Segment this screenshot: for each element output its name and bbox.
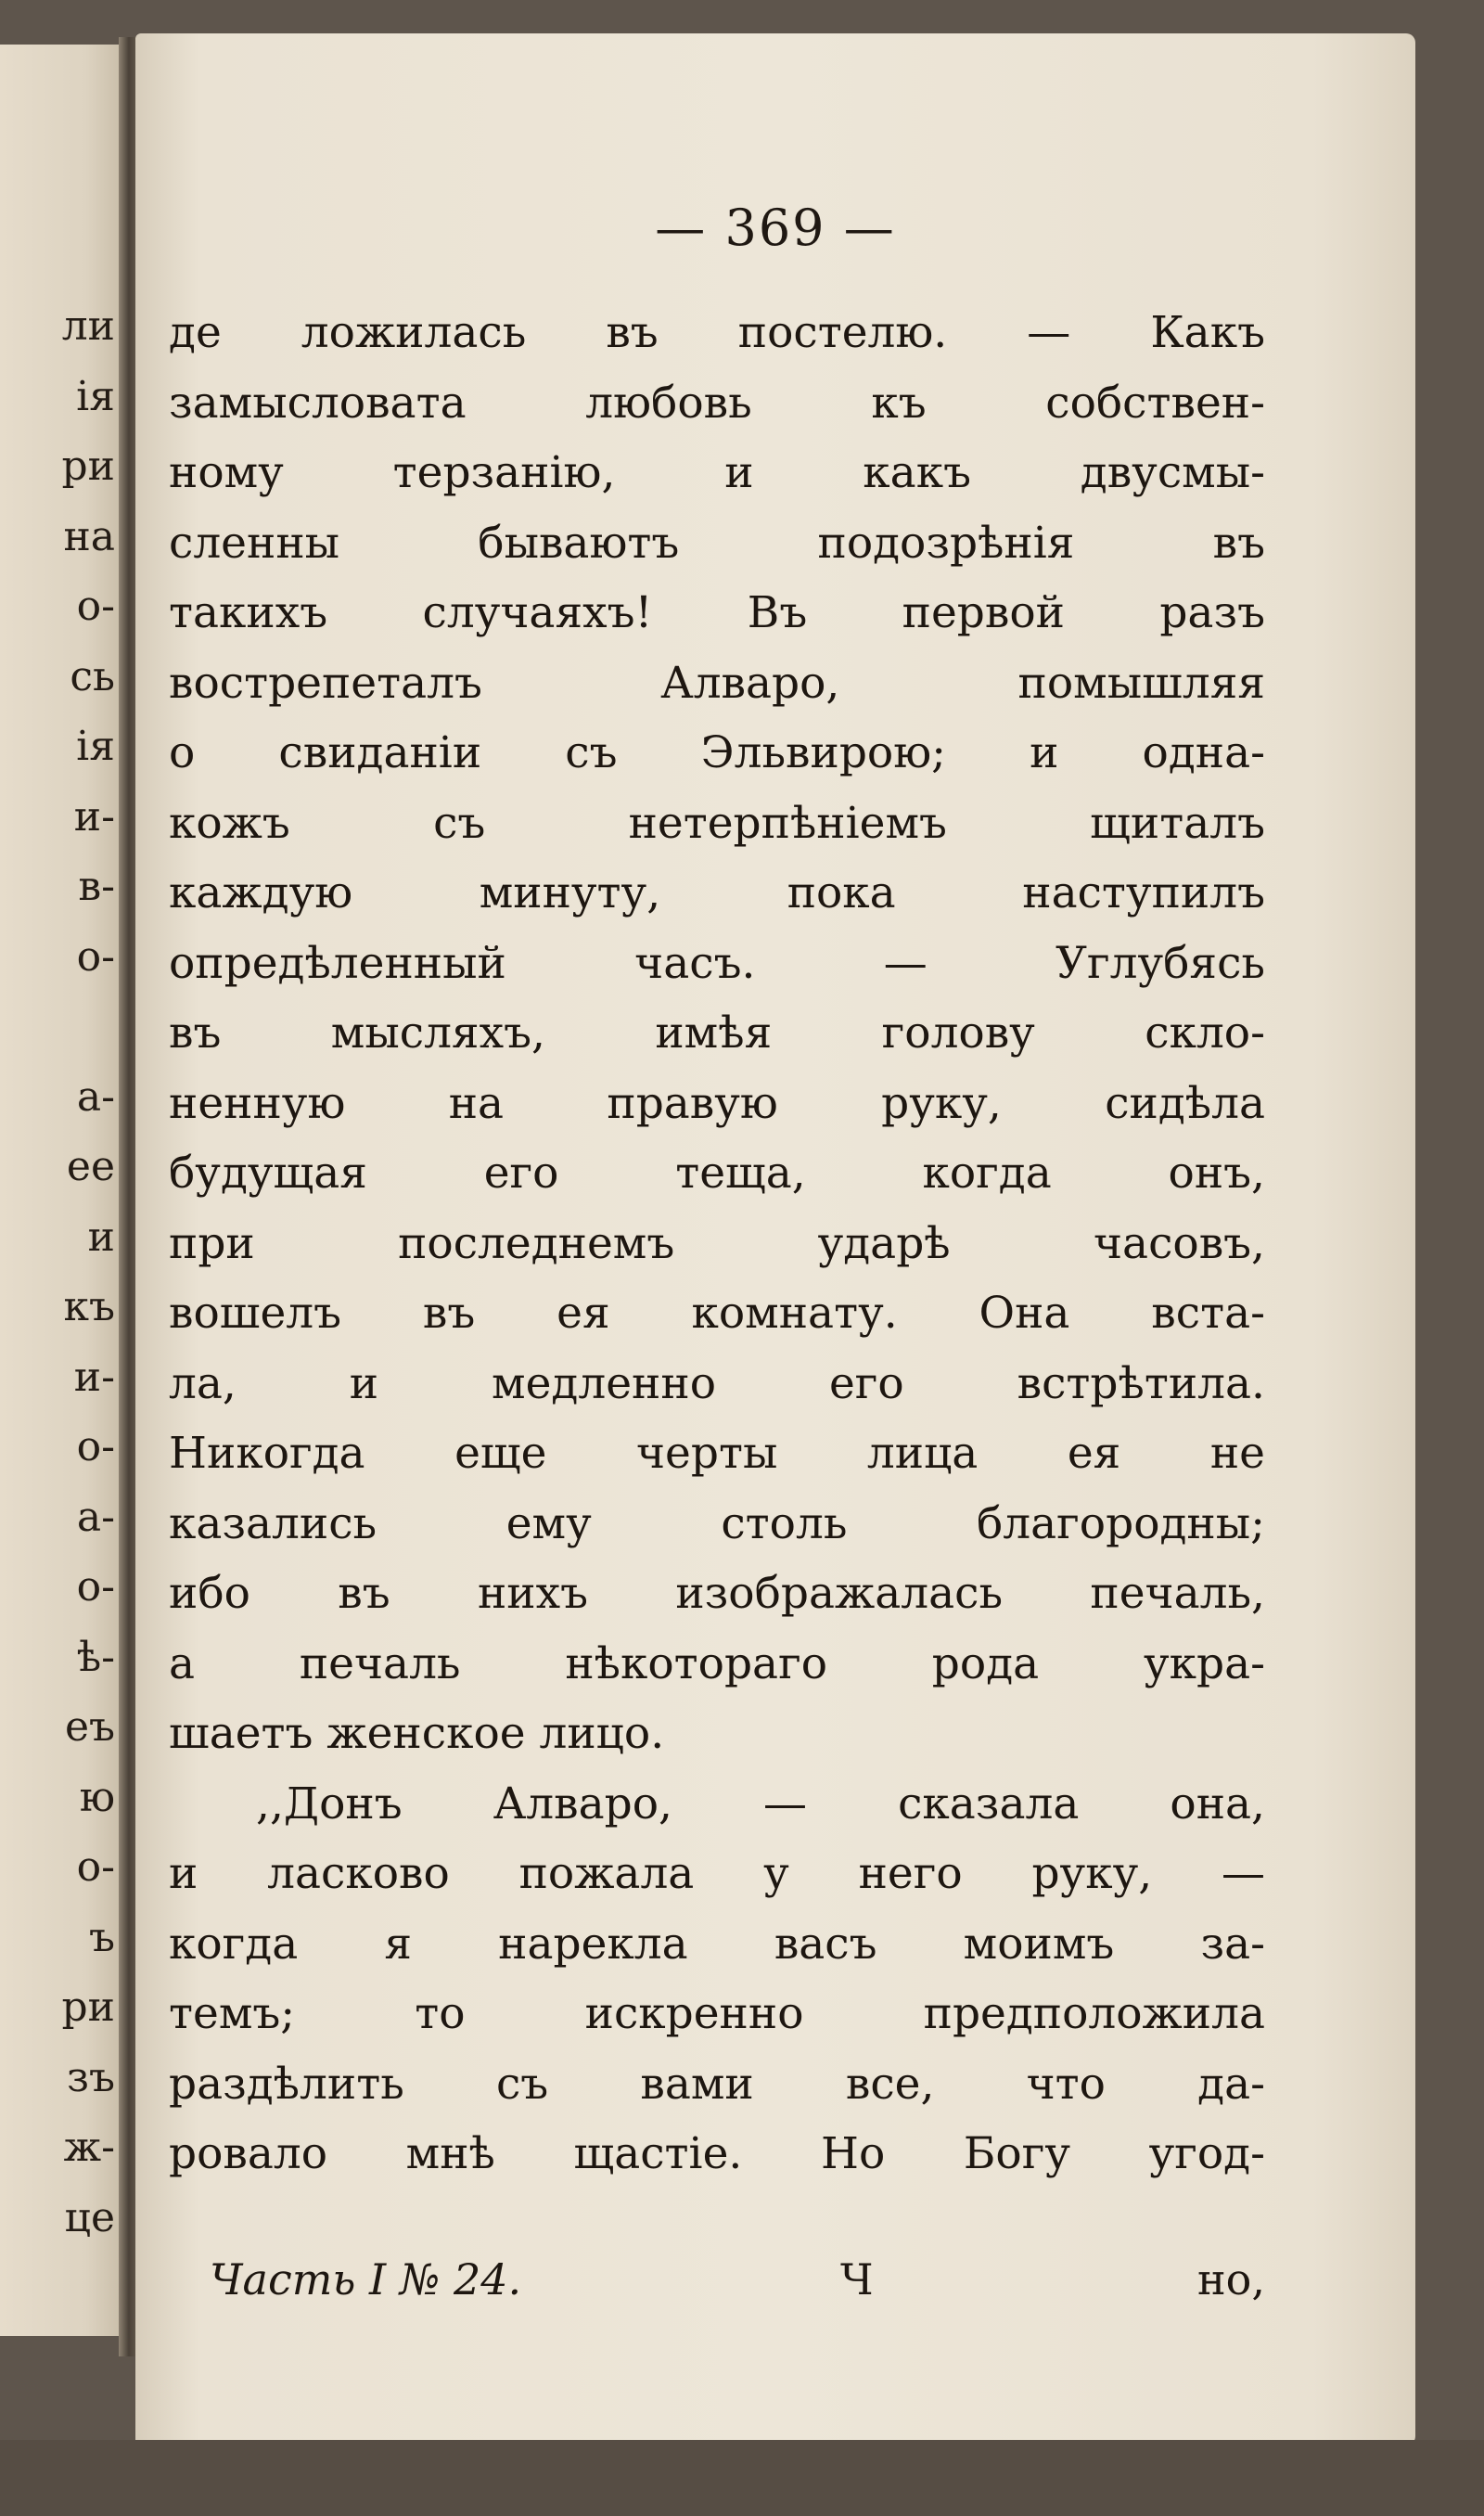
text-line: будущая его теща, когда онъ, [169,1148,1265,1199]
text-line: ибо въ нихъ изображалась печаль, [169,1568,1265,1619]
previous-page-fragment: сь [70,652,115,700]
text-line: когда я нарекла васъ моимъ за- [169,1918,1265,1970]
previous-page-fragment: и- [73,1353,115,1401]
previous-page-fragment: о- [76,1563,115,1611]
catchword: но, [1197,2254,1265,2304]
previous-page-fragment: ри [61,443,115,490]
text-line: ненную на правую руку, сидѣла [169,1077,1265,1129]
scan-background [0,2440,1484,2516]
previous-page-fragment: ее [66,1143,115,1190]
page-number: — 369 — [655,199,896,257]
previous-page-fragment: зъ [67,2053,115,2101]
previous-page-fragment: о- [76,1423,115,1470]
previous-page-fragment: о- [76,583,115,630]
previous-page-fragment: ія [76,372,115,420]
text-line: при последнемъ ударѣ часовъ, [169,1217,1265,1269]
previous-page-fragment: еъ [64,1703,115,1751]
text-line: де ложилась въ постелю. — Какъ [169,307,1265,358]
text-line: ровало мнѣ щастіе. Но Богу угод- [169,2128,1265,2179]
signature-letter: Ч [840,2254,874,2304]
text-line: о свиданіи съ Эльвирою; и однa- [169,727,1265,778]
previous-page-fragment: ѣ- [76,1633,115,1681]
text-line: вошелъ въ ея комнату. Она вста- [169,1288,1265,1339]
text-line: такихъ случаяхъ! Въ первой разъ [169,587,1265,638]
text-line: и ласково пожала у него руку, — [169,1848,1265,1899]
previous-page-fragment: о- [76,1843,115,1891]
text-line: ла, и медленно его встрѣтила. [169,1357,1265,1409]
text-line: а печаль нѣкотораго рода укра- [169,1637,1265,1689]
previous-page-fragment: ія [76,723,115,770]
previous-page-fragment: в- [78,863,115,910]
text-line: ному терзанію, и какъ двусмы- [169,447,1265,498]
previous-page-fragment: къ [63,1283,115,1330]
previous-page-fragment: ж- [63,2124,115,2171]
text-line: ,,Донъ Алваро, — сказала она, [256,1778,1265,1829]
previous-page-fragment: це [64,2193,115,2241]
previous-page-fragment: ли [61,302,115,350]
previous-page-fragment: ри [61,1983,115,2031]
text-line: опредѣленный часъ. — Углубясь [169,937,1265,989]
previous-page-fragment: а- [76,1493,115,1541]
previous-page-fragment: о- [76,932,115,981]
book-page [135,33,1415,2445]
text-line: шаетъ женское лицо. [169,1708,665,1759]
text-line: въ мысляхъ, имѣя голову скло- [169,1008,1265,1059]
text-line: раздѣлить съ вами все, что да- [169,2058,1265,2110]
text-line: замысловата любовь къ собствен- [169,377,1265,429]
text-line: казались ему столь благородны; [169,1497,1265,1549]
text-line: сленны бываютъ подозрѣнія въ [169,517,1265,569]
previous-page-fragment: на [63,512,115,560]
previous-page-fragment: и- [73,792,115,841]
text-line: темъ; то искренно предположила [169,1988,1265,2039]
signature-mark: Часть I № 24. [210,2254,522,2304]
previous-page-fragment: ъ [89,1913,115,1961]
previous-page-fragment: а- [76,1072,115,1121]
previous-page-fragment: и [87,1213,115,1261]
text-line: кожъ съ нетерпѣніемъ щиталъ [169,797,1265,849]
text-line: вострепеталъ Алваро, помышляя [169,657,1265,709]
text-line: каждую минуту, пока наступилъ [169,867,1265,918]
previous-page-edge [0,45,122,2336]
previous-page-fragment: ю [79,1773,115,1821]
text-line: Никогда еще черты лица ея не [169,1428,1265,1479]
